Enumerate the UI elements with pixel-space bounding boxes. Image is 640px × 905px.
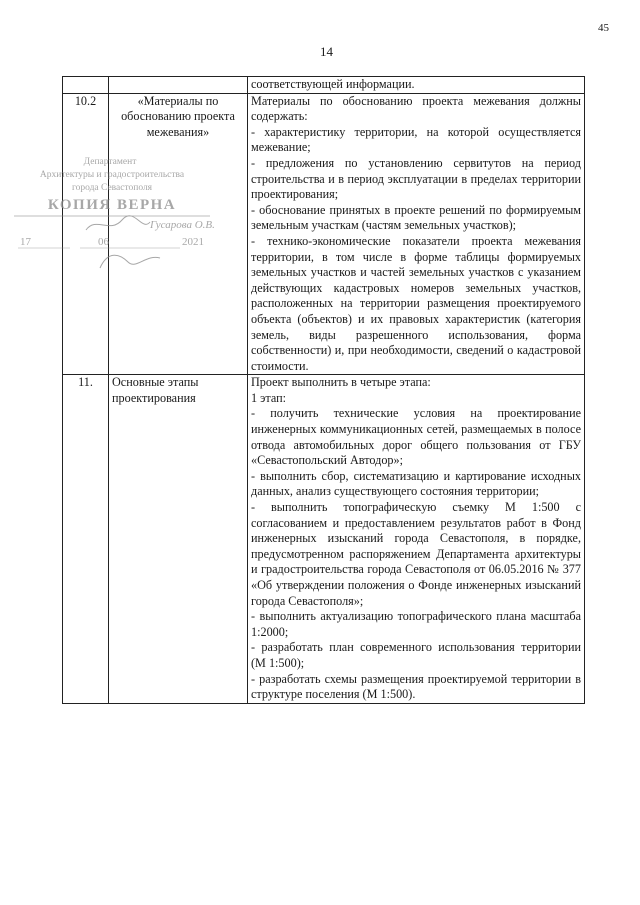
table-cell-number: 10.2 — [63, 93, 109, 375]
stamp-title: КОПИЯ ВЕРНА — [47, 197, 177, 213]
stamp-line-3: города Севастополя — [71, 183, 153, 193]
table-cell-number — [63, 77, 109, 94]
stamp-date-year: 2021 — [182, 236, 204, 248]
stamp-line-1: Департамент — [83, 157, 137, 167]
list-item: - получить технические условия на проектирование инженерных коммуникационных сетей, размещаемых в полосе отвода автомобильных дорог общего пользования от ГБУ «Севастопольский Автодор»; — [251, 406, 581, 468]
list-item: - разработать план современного использования территории (М 1:500); — [251, 640, 581, 670]
table-cell-description — [248, 77, 585, 94]
continuation-text: соответствующей информации. — [251, 77, 415, 91]
table-cell-name: «Материалы по обоснованию проекта межевания» — [109, 93, 248, 375]
list-item: - выполнить сбор, систематизацию и картирование исходных данных, анализ существующего состояния территории; — [251, 468, 581, 499]
stamp-date-day: 17 — [20, 236, 31, 248]
list-item: - выполнить топографическую съемку М 1:500 с согласованием и предоставлением результатов работ в Фонд инженерных изысканий города Севастополя, в порядке, предусмотренном распоряжением Департамента архитектуры и градостроительства города Севастополя от 06.05.2016 № 377 «Об утверждении положения о Фонде инженерных изысканий города Севастополя»; — [251, 500, 581, 608]
list-item: - характеристику территории, на которой осуществляется межевание; — [251, 124, 581, 155]
table-cell-name: Основные этапы проектирования — [109, 375, 248, 703]
stamp-signer: Гусарова О.В. — [150, 219, 215, 231]
table-row — [63, 77, 585, 94]
list-item: - разработать схемы размещения проектируемой территории в структуре поселения (М 1:500). — [251, 671, 581, 702]
stamp-date-month: 06 — [98, 236, 109, 248]
list-item: 1 этап: — [251, 390, 287, 405]
list-item: Материалы по обоснованию проекта межевания должны содержать: — [251, 93, 581, 124]
table-cell-description — [248, 93, 585, 375]
stamp-line-2: Архитектуры и градостроительства — [39, 170, 185, 180]
list-item: - предложения по установлению сервитутов на период строительства и в период эксплуатации в пределах территории проектирования; — [251, 155, 581, 202]
list-item: - технико-экономические показатели проекта межевания территории, в том числе в форме таблицы формируемых земельных участков и частей земельных участков с указанием действующих кадастровых номеров земельных участков, расположенных на территории размещения проектируемого объекта (объектов) и их правовых характеристик (категория земель, виды разрешенного использования, форма собственности) и, при необходимости, сведений о кадастровой стоимости. — [251, 233, 581, 373]
list-item: Проект выполнить в четыре этапа: — [251, 375, 431, 390]
page-number: 14 — [320, 44, 333, 59]
list-item: - выполнить актуализацию топографического плана масштаба 1:2000; — [251, 609, 581, 639]
table-row — [63, 93, 585, 375]
table-cell-number: 11. — [63, 375, 109, 703]
table-cell-description — [248, 375, 585, 703]
table-cell-name — [109, 77, 248, 94]
requirements-table — [62, 76, 585, 704]
table-row — [63, 375, 585, 703]
list-item: - обоснование принятых в проекте решений по формируемым земельным участкам (частям земельных участков); — [251, 202, 581, 233]
corner-page-number: 45 — [598, 22, 609, 34]
